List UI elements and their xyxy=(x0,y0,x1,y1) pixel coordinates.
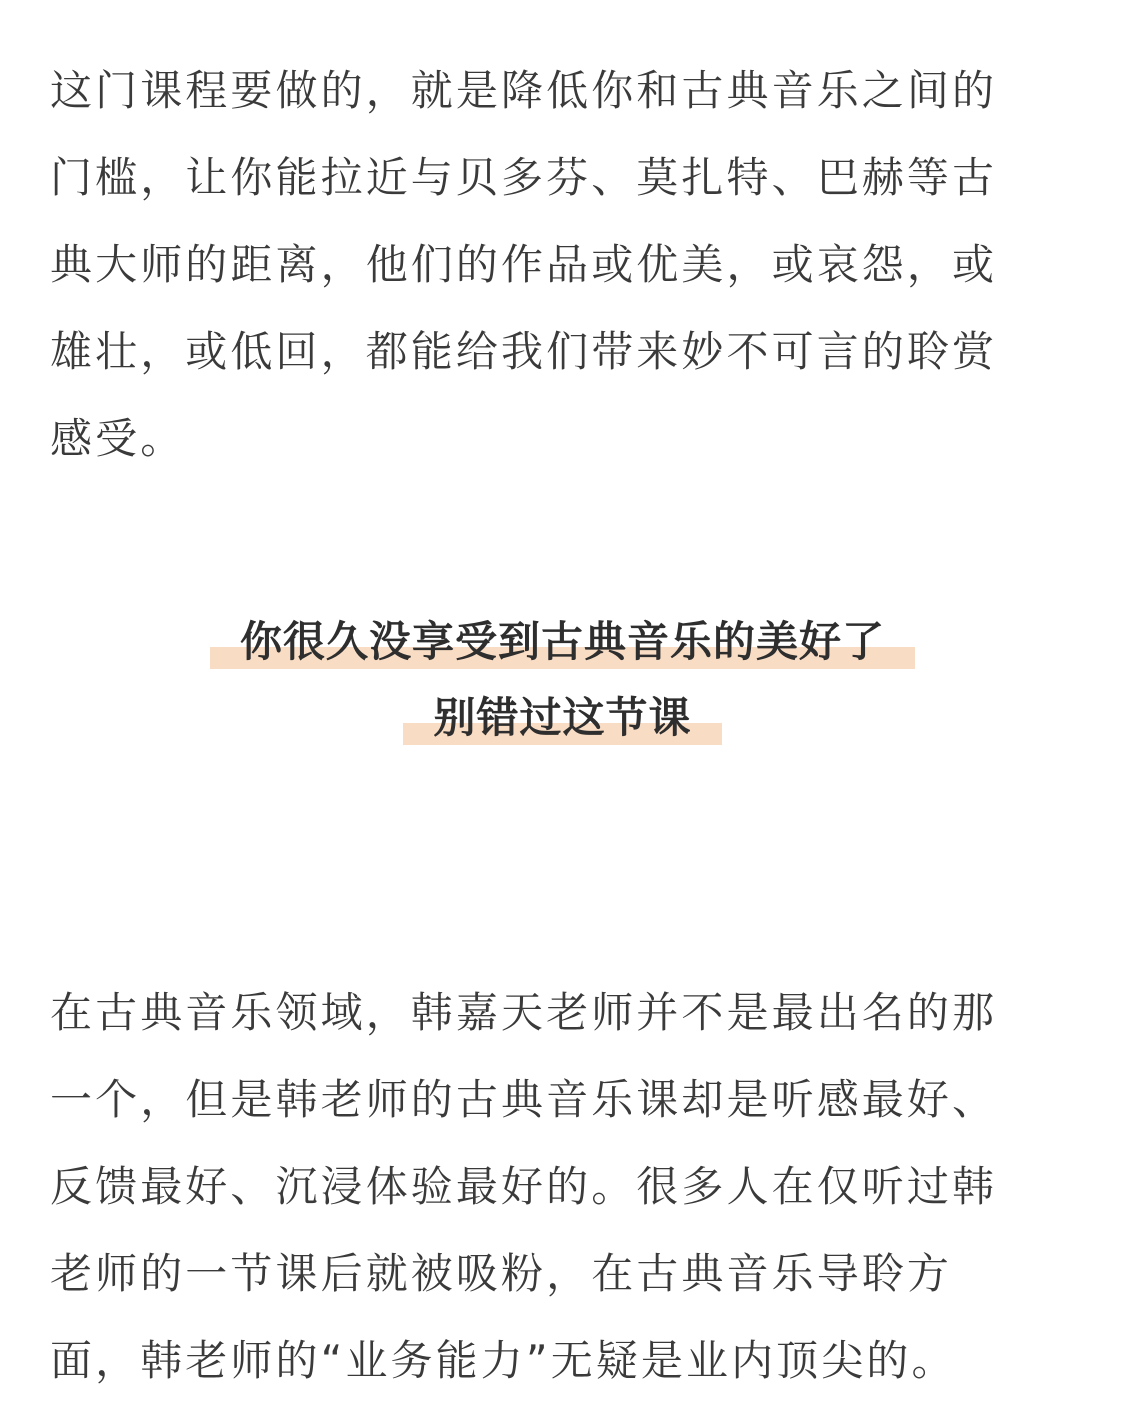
teacher-line: 面，韩老师的“业务能力”无疑是业内顶尖的。 xyxy=(50,1336,957,1385)
intro-line: 典大师的距离，他们的作品或优美，或哀怨，或 xyxy=(50,240,998,289)
intro-paragraph xyxy=(50,47,1080,482)
intro-line: 感受。 xyxy=(50,414,186,463)
teacher-paragraph xyxy=(50,969,1080,1404)
teacher-line: 在古典音乐领域，韩嘉天老师并不是最出名的那 xyxy=(50,988,998,1037)
highlight-text: 别错过这节课 xyxy=(433,693,692,742)
highlight-heading-2 xyxy=(0,693,1125,743)
teacher-line: 老师的一节课后就被吸粉，在古典音乐导聆方 xyxy=(50,1249,953,1298)
highlight-text: 你很久没享受到古典音乐的美好了 xyxy=(239,617,885,666)
highlight-marker xyxy=(403,693,721,743)
teacher-line: 一个，但是韩老师的古典音乐课却是听感最好、 xyxy=(50,1075,998,1124)
intro-line: 门槛，让你能拉近与贝多芬、莫扎特、巴赫等古 xyxy=(50,153,998,202)
intro-line: 这门课程要做的，就是降低你和古典音乐之间的 xyxy=(50,66,998,115)
teacher-line: 反馈最好、沉浸体验最好的。很多人在仅听过韩 xyxy=(50,1162,998,1211)
intro-line: 雄壮，或低回，都能给我们带来妙不可言的聆赏 xyxy=(50,327,998,376)
highlight-heading-1 xyxy=(0,617,1125,667)
highlight-marker xyxy=(210,617,915,667)
